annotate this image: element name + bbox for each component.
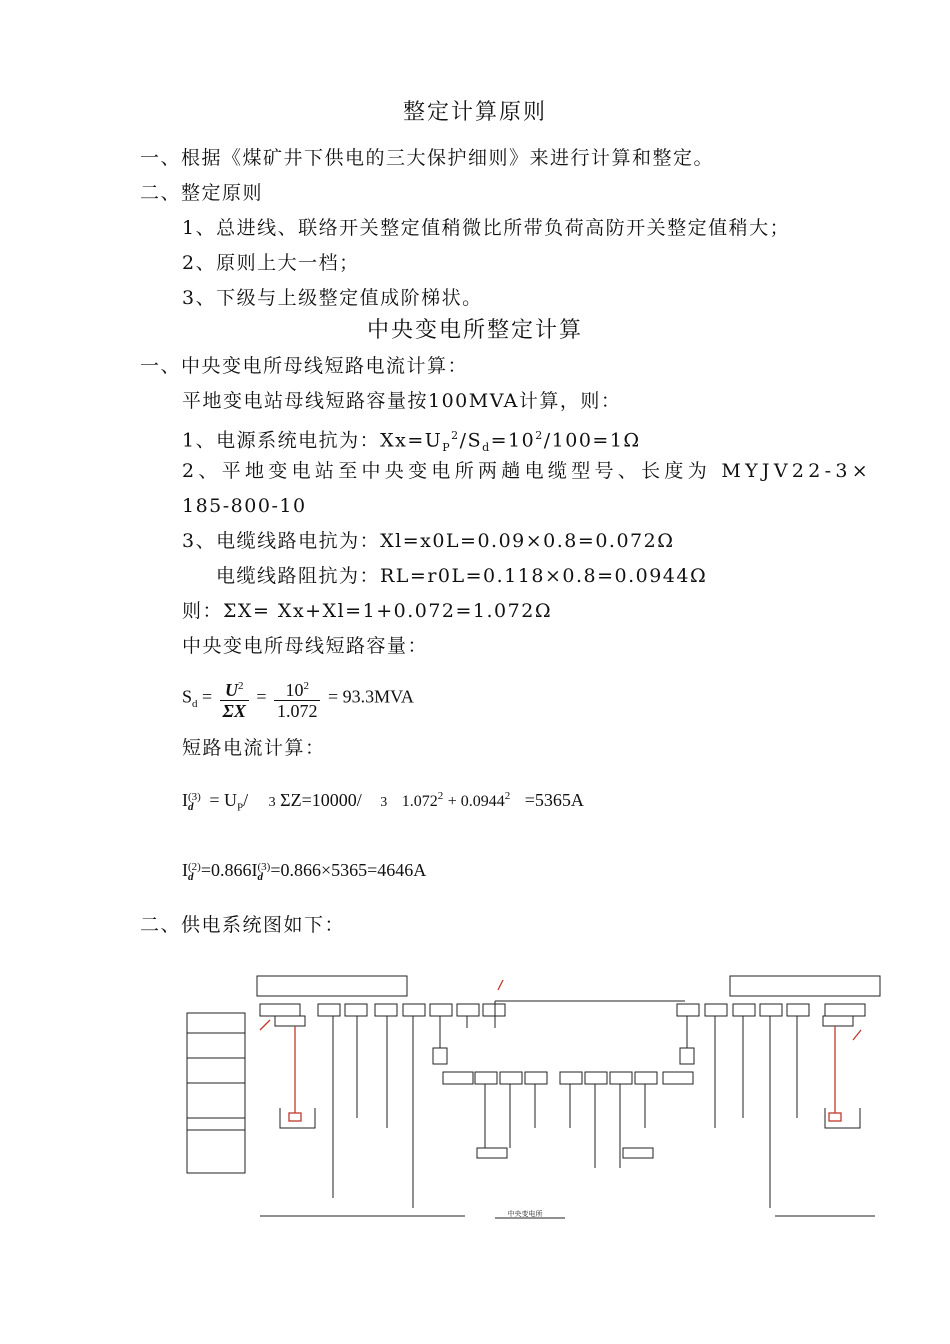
para-cable-spec: 185-800-10 — [182, 495, 307, 517]
para-principle-3: 3、下级与上级整定值成阶梯状。 — [182, 287, 483, 309]
formula-three-phase-current: I (3) d = $U_P/$ 3 ΣZ=10000/ 3 $1.072^2 + 0.0944^2 =5365A$ — [182, 790, 584, 814]
para-basis: 一、根据《煤矿井下供电的三大保护细则》来进行计算和整定。 — [140, 147, 715, 169]
title-central-substation: 中央变电所整定计算 — [366, 318, 583, 343]
para-current-calc: 短路电流计算： — [182, 737, 326, 759]
para-principles-heading: 二、整定原则 — [140, 182, 264, 204]
fraction-numeric: $\frac{10^2}{1.072}$ — [274, 676, 321, 721]
para-diagram-heading: 二、供电系统图如下： — [140, 914, 346, 936]
para-principle-2: 2、原则上大一档； — [182, 252, 360, 274]
para-cable-reactance: 3、电缆线路电抗为：Xl=x0L=0.09×0.8=0.072Ω — [182, 530, 675, 552]
para-total-reactance: 则：ΣX= Xx+Xl=1+0.072=1.072Ω — [182, 600, 553, 622]
para-capacity: 平地变电站母线短路容量按100MVA计算，则： — [182, 390, 622, 412]
fraction-u-over-sx: $\frac{U^2}{\Sigma X}$ — [220, 676, 249, 721]
para-system-reactance: 1、电源系统电抗为：$Xx=U_P^2/S_d=10^2/100=1\Omega$ — [182, 429, 641, 455]
formula-short-circuit-capacity: $S_d$ = $\frac{U^2}{\Sigma X}$ = $\frac{10^2}{1.072}$ = 93.3MVA — [182, 676, 414, 721]
para-cable-impedance: 电缆线路阻抗为：RL=r0L=0.118×0.8=0.0944Ω — [216, 565, 708, 587]
power-supply-diagram — [185, 968, 885, 1228]
title-principles: 整定计算原则 — [402, 100, 547, 125]
para-principle-1: 1、总进线、联络开关整定值稍微比所带负荷高防开关整定值稍大； — [182, 217, 791, 239]
diagram-caption: 中央变电所 — [507, 1210, 543, 1218]
para-cable-type: 2、平地变电站至中央变电所两趟电缆型号、长度为 MYJV22-3× — [182, 460, 872, 482]
formula-two-phase-current: I (2) d =0.866I (3) d =0.866×5365=4646A — [182, 860, 427, 883]
para-section-1: 一、中央变电所母线短路电流计算： — [140, 355, 469, 377]
para-bus-capacity: 中央变电所母线短路容量： — [182, 635, 429, 657]
